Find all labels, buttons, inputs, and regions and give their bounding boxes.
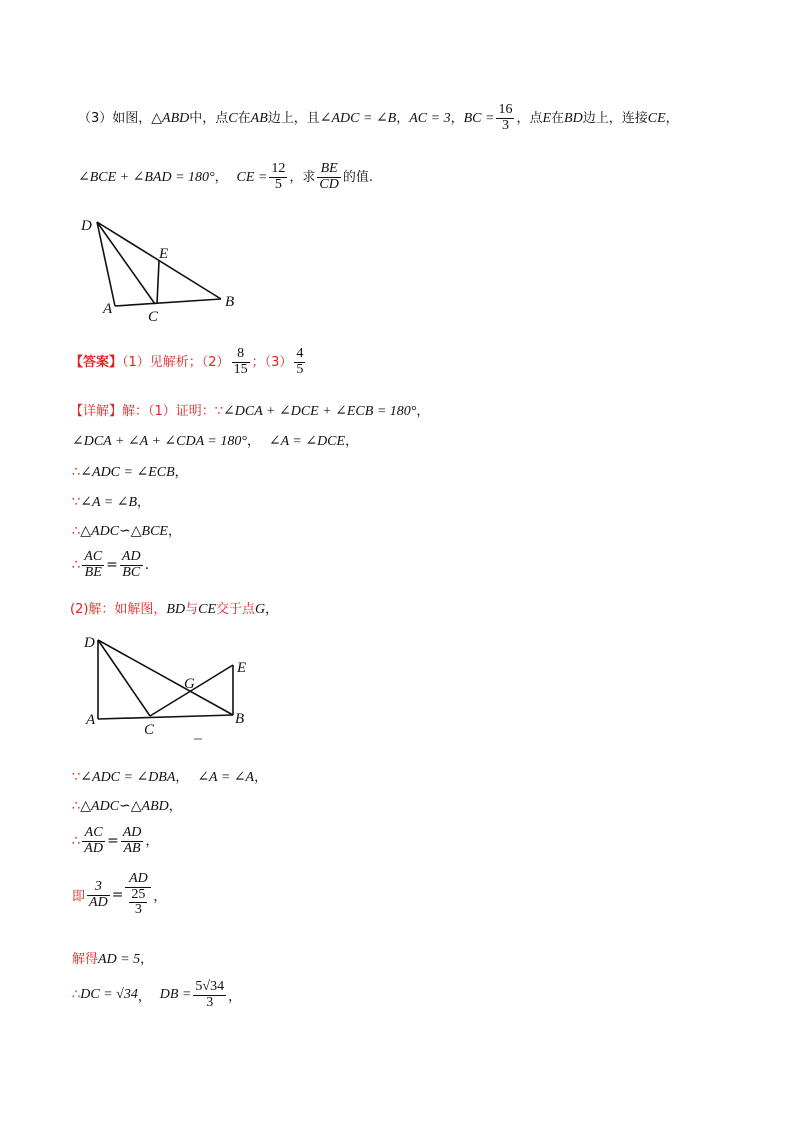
- punct: ，: [137, 989, 151, 1005]
- fraction-numerator: BE: [317, 162, 340, 178]
- detail-line-7: [70, 598, 278, 618]
- punct: ，: [168, 799, 182, 814]
- therefore-symbol: ∴: [72, 524, 81, 539]
- detail-text: 与: [185, 602, 199, 617]
- fraction-numerator: AD: [122, 825, 142, 840]
- fraction-numerator: 4: [296, 346, 304, 361]
- fraction-denominator: AD: [84, 840, 103, 856]
- detail2-line-1: [72, 766, 267, 786]
- punct: ，: [265, 602, 279, 617]
- fraction-numerator: 12: [271, 161, 286, 176]
- fraction-denominator: 15: [233, 361, 248, 377]
- fraction-denominator: BC: [122, 564, 141, 580]
- detail-line-1: [70, 400, 429, 420]
- segment-dc: [98, 640, 150, 716]
- point-label-d: D: [81, 218, 92, 234]
- problem-text: ，求: [289, 170, 316, 186]
- fraction: [496, 103, 514, 133]
- fraction-numerator: AC: [84, 549, 103, 564]
- detail-text: 即: [72, 889, 86, 905]
- figure-1-diagram: [75, 210, 255, 325]
- answer-text: ；（3）: [251, 355, 293, 371]
- detail-text: 解得: [72, 952, 99, 967]
- punct: ，: [140, 952, 154, 967]
- therefore-symbol: ∴: [72, 558, 81, 574]
- problem-text: （3）如图，: [78, 111, 152, 127]
- answer-text: （1）见解析；（2）: [122, 355, 230, 371]
- fraction-denominator: 3: [134, 902, 142, 918]
- math-expr: △ADC∽△BCE: [80, 524, 168, 539]
- fraction: [121, 826, 144, 856]
- answer-prefix: 【答案】: [70, 355, 123, 371]
- detail2-line-6: [72, 980, 241, 1010]
- math-expr: DB =: [159, 987, 192, 1003]
- punct: ，: [214, 170, 228, 186]
- fraction-denominator: 3: [206, 994, 214, 1010]
- math-var: G: [255, 602, 266, 617]
- point-label-d: D: [84, 635, 95, 651]
- punct: ，: [153, 889, 167, 905]
- punct: ，: [145, 834, 159, 850]
- problem-line-1: [78, 103, 679, 133]
- fraction: [82, 826, 105, 856]
- math-var: AB: [250, 111, 268, 127]
- segment-ab: [98, 715, 233, 719]
- equals-sign: =: [106, 557, 118, 574]
- detail-line-4: [72, 491, 150, 511]
- fraction-numerator: 16: [498, 102, 513, 117]
- fraction: [317, 162, 340, 192]
- math-expr: AC = 3: [409, 111, 451, 127]
- punct: ，: [450, 111, 464, 127]
- point-label-a: A: [86, 712, 96, 728]
- detail-line-2: [72, 430, 358, 450]
- segment-ce: [157, 261, 159, 304]
- because-symbol: ∵: [72, 495, 81, 510]
- fraction: [269, 162, 287, 192]
- math-expr: AD = 5: [98, 952, 141, 967]
- point-label-e: E: [237, 660, 247, 676]
- math-expr: ∠ADC = ∠ECB: [80, 465, 175, 480]
- equals-sign: =: [111, 887, 124, 904]
- punct: .: [144, 557, 150, 574]
- punct: ，: [665, 111, 679, 127]
- detail-line-5: [72, 520, 181, 540]
- inner-fraction: [129, 888, 147, 918]
- fraction-numerator: 8: [232, 347, 250, 363]
- problem-text: 边上，连接: [582, 111, 648, 127]
- fraction: [82, 550, 104, 580]
- math-var: CE: [198, 602, 216, 617]
- punct: ，: [246, 434, 260, 449]
- fraction-denominator: 5: [296, 361, 304, 377]
- math-var: C: [228, 111, 238, 127]
- fraction-numerator: 25: [131, 886, 146, 902]
- math-expr: ∠A = ∠B: [80, 495, 138, 510]
- detail2-line-5: [72, 948, 153, 968]
- math-expr: DC = √34: [80, 987, 138, 1003]
- math-var: CE: [647, 111, 666, 127]
- punct: ，: [175, 770, 189, 785]
- problem-text: ，点: [516, 111, 543, 127]
- fraction-denominator: BE: [84, 564, 102, 580]
- fraction: [294, 347, 305, 377]
- punct: ，: [396, 111, 410, 127]
- answer-line: [70, 347, 307, 377]
- detail2-line-4: [72, 872, 166, 918]
- math-expr: CE =: [236, 170, 268, 186]
- math-expr: ∠A = ∠A: [197, 770, 255, 785]
- math-expr: △ADC∽△ABD: [80, 799, 169, 814]
- fraction-numerator: AD: [121, 549, 141, 564]
- fraction-numerator: 3: [87, 880, 110, 896]
- math-expr: ∠ADC = ∠B: [319, 111, 397, 127]
- point-label-c: C: [144, 722, 155, 738]
- punct: ，: [174, 465, 188, 480]
- math-expr: ∠A = ∠DCE: [268, 434, 346, 449]
- fraction-denominator: 3: [501, 117, 509, 133]
- figure-2-diagram: [80, 628, 260, 743]
- therefore-symbol: ∴: [72, 799, 81, 814]
- therefore-symbol: ∴: [72, 465, 81, 480]
- punct: ，: [228, 989, 242, 1005]
- fraction: [87, 880, 110, 910]
- math-expr: △ABD: [151, 111, 190, 127]
- detail-text: 交于点: [216, 602, 256, 617]
- punct: ，: [168, 524, 182, 539]
- point-label-e: E: [159, 246, 169, 262]
- math-expr: BC =: [463, 111, 495, 127]
- detail-line-6: [72, 550, 149, 580]
- problem-text: 的值.: [342, 170, 373, 186]
- fraction-denominator: AD: [89, 894, 108, 910]
- point-label-b: B: [235, 711, 245, 727]
- punct: ，: [137, 495, 151, 510]
- math-expr: ∠BCE + ∠BAD = 180°: [78, 170, 215, 186]
- detail2-line-3: [72, 826, 158, 856]
- fraction-denominator: AB: [123, 840, 141, 856]
- point-label-b: B: [225, 294, 235, 310]
- fraction: [193, 980, 226, 1010]
- fraction-denominator: [125, 888, 151, 918]
- problem-line-2: [78, 162, 373, 192]
- fraction-numerator: 5√34: [195, 979, 225, 994]
- equals-sign: =: [106, 833, 119, 850]
- math-expr: ∠DCA + ∠DCE + ∠ECB = 180°: [223, 404, 417, 419]
- punct: ，: [345, 434, 359, 449]
- problem-text: 在: [551, 111, 565, 127]
- problem-text: 边上，且: [267, 111, 320, 127]
- fraction-denominator: CD: [319, 176, 339, 192]
- therefore-symbol: ∴: [72, 987, 81, 1003]
- math-var: E: [542, 111, 552, 127]
- punct: ，: [254, 770, 268, 785]
- math-expr: ∠DCA + ∠A + ∠CDA = 180°: [72, 434, 247, 449]
- part-2-heading: (2)解：如解图，: [70, 602, 167, 617]
- problem-text: 中，点: [189, 111, 229, 127]
- segment-ab: [115, 299, 221, 306]
- math-expr: ∠ADC = ∠DBA: [80, 770, 176, 785]
- problem-text: 在: [237, 111, 251, 127]
- point-label-c: C: [148, 309, 159, 325]
- detail2-line-2: [72, 795, 182, 815]
- point-label-g: G: [184, 676, 195, 692]
- punct: ，: [416, 404, 430, 419]
- math-var: BD: [166, 602, 186, 617]
- detail-line-3: [72, 461, 188, 481]
- math-var: BD: [564, 111, 583, 127]
- because-symbol: ∵: [72, 770, 81, 785]
- fraction: [232, 347, 250, 377]
- fraction: [120, 550, 143, 580]
- fraction-numerator: AD: [125, 872, 151, 888]
- fraction-denominator: 5: [274, 176, 282, 192]
- point-label-a: A: [103, 301, 113, 317]
- detail-prefix: 【详解】解：（1）证明：∵: [70, 404, 224, 419]
- compound-fraction: [125, 872, 151, 918]
- therefore-symbol: ∴: [72, 834, 81, 850]
- fraction-numerator: AC: [82, 826, 105, 842]
